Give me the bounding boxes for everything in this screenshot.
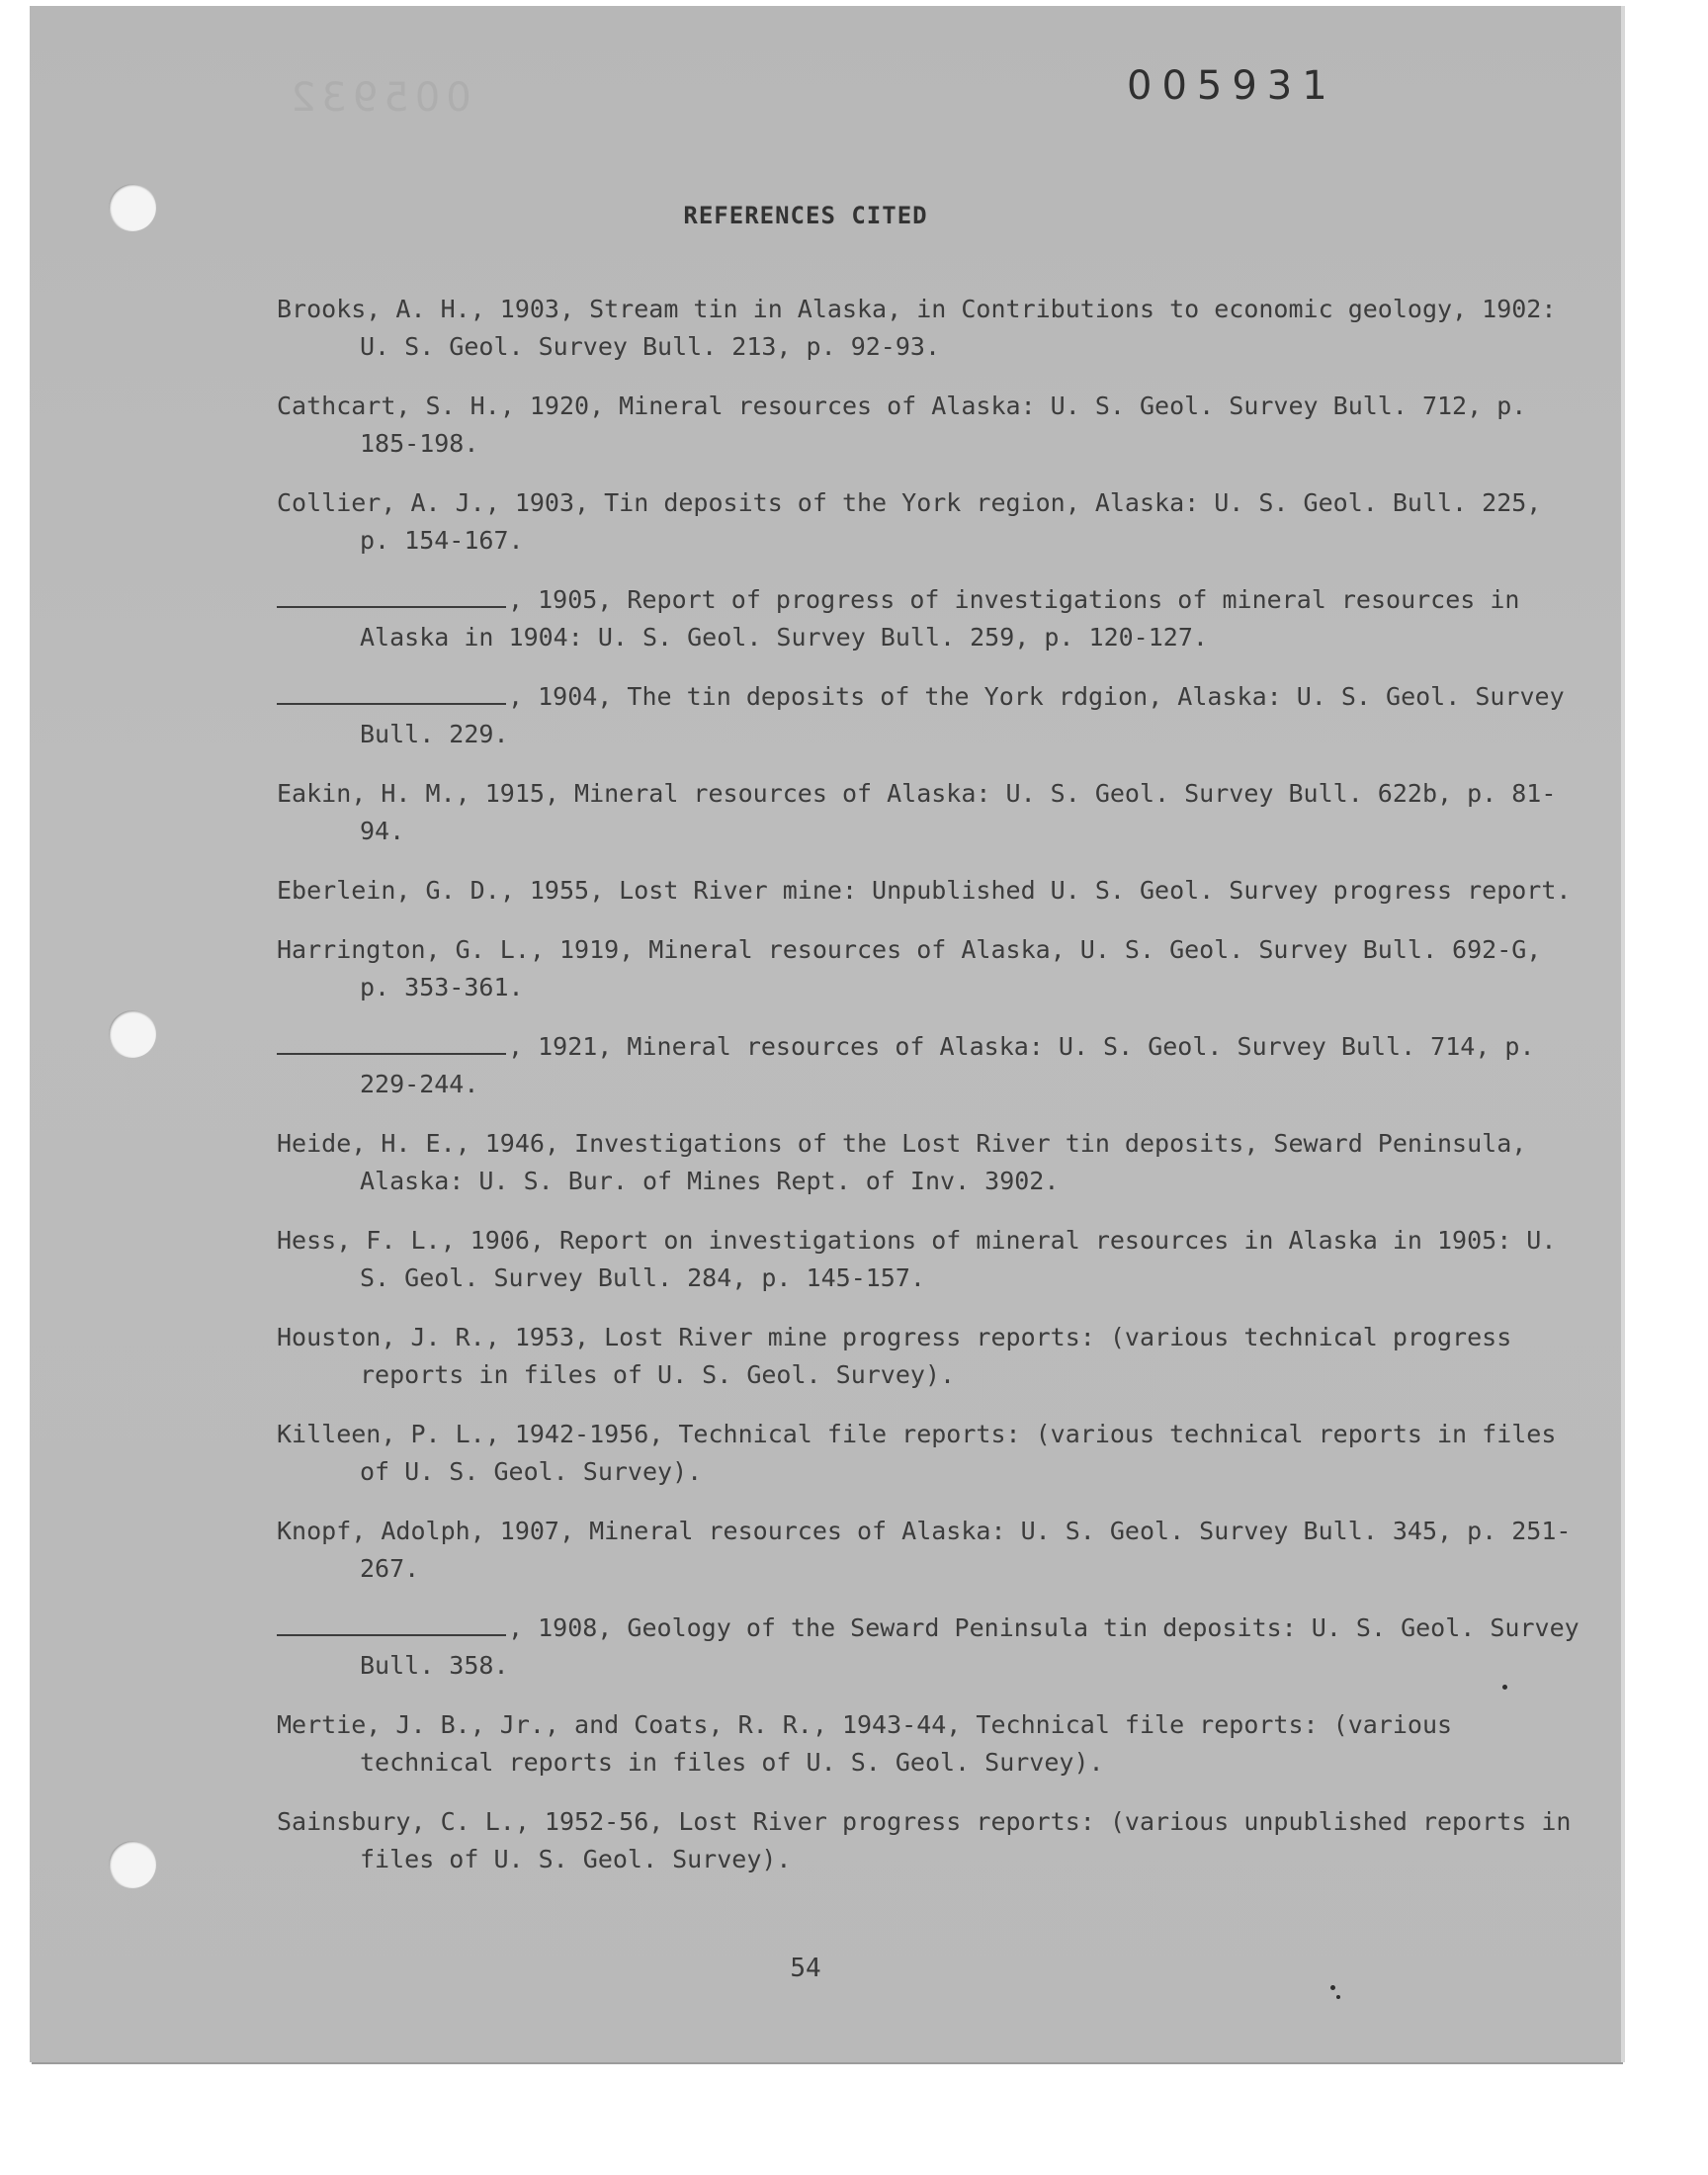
reference-list [277, 291, 1581, 1900]
ditto-line [277, 586, 506, 608]
reference-entry [277, 1125, 1581, 1200]
reference-entry [277, 775, 1581, 850]
reference-entry [277, 1706, 1581, 1782]
reference-text: , 1905, Report of progress of investigations of mineral resources in Alaska in 1904: U. S. Geol. Survey Bull. 259, p. 120-127. [360, 585, 1520, 652]
page-title: REFERENCES CITED [683, 202, 928, 229]
reference-text: Sainsbury, C. L., 1952-56, Lost River progress reports: (various unpublished reports in files of U. S. Geol. Survey). [277, 1807, 1572, 1873]
ditto-line [277, 683, 506, 705]
paper-speck [1502, 1685, 1507, 1690]
reference-entry [277, 931, 1581, 1006]
reference-entry [277, 1416, 1581, 1491]
reference-entry [277, 872, 1581, 910]
reference-text: Hess, F. L., 1906, Report on investigations of mineral resources in Alaska in 1905: U. S. Geol. Survey Bull. 284, p. 145-157. [277, 1226, 1557, 1292]
ditto-line [277, 1614, 506, 1636]
reference-text: Heide, H. E., 1946, Investigations of the Lost River tin deposits, Seward Peninsula, Alaska: U. S. Bur. of Mines Rept. of Inv. 3902. [277, 1129, 1527, 1195]
punch-hole-bottom [109, 1841, 156, 1888]
paper-speck [1330, 1985, 1335, 1990]
reference-entry [277, 291, 1581, 366]
reference-entry [277, 1610, 1581, 1685]
punch-hole-middle [109, 1010, 156, 1058]
reference-entry [277, 1028, 1581, 1103]
reference-text: Mertie, J. B., Jr., and Coats, R. R., 1943-44, Technical file reports: (various technical reports in files of U. S. Geol. Survey). [277, 1710, 1453, 1777]
reference-text: , 1908, Geology of the Seward Peninsula tin deposits: U. S. Geol. Survey Bull. 358. [360, 1613, 1580, 1680]
reference-text: Eberlein, G. D., 1955, Lost River mine: Unpublished U. S. Geol. Survey progress report. [277, 876, 1572, 905]
reference-text: Houston, J. R., 1953, Lost River mine progress reports: (various technical progress reports in files of U. S. Geol. Survey). [277, 1323, 1512, 1389]
paper-speck [1336, 1995, 1340, 1999]
reference-entry [277, 1319, 1581, 1394]
reference-text: Killeen, P. L., 1942-1956, Technical file reports: (various technical reports in files of U. S. Geol. Survey). [277, 1420, 1557, 1486]
reference-entry [277, 678, 1581, 753]
reference-text: Harrington, G. L., 1919, Mineral resources of Alaska, U. S. Geol. Survey Bull. 692-G, p. 353-361. [277, 935, 1542, 1001]
reference-text: Cathcart, S. H., 1920, Mineral resources of Alaska: U. S. Geol. Survey Bull. 712, p. 185-198. [277, 392, 1527, 458]
reference-text: , 1921, Mineral resources of Alaska: U. S. Geol. Survey Bull. 714, p. 229-244. [360, 1032, 1535, 1098]
reference-text: Eakin, H. M., 1915, Mineral resources of Alaska: U. S. Geol. Survey Bull. 622b, p. 81-94. [277, 779, 1557, 845]
reference-entry [277, 1222, 1581, 1297]
reference-entry [277, 1513, 1581, 1588]
reference-entry [277, 1803, 1581, 1878]
page-number: 54 [790, 1954, 821, 1983]
reference-text: Knopf, Adolph, 1907, Mineral resources of Alaska: U. S. Geol. Survey Bull. 345, p. 251-267. [277, 1517, 1572, 1583]
reference-entry [277, 388, 1581, 463]
reference-text: Collier, A. J., 1903, Tin deposits of the York region, Alaska: U. S. Geol. Bull. 225, p. 154-167. [277, 488, 1542, 555]
reference-entry [277, 581, 1581, 656]
reference-text: Brooks, A. H., 1903, Stream tin in Alaska, in Contributions to economic geology, 1902: U. S. Geol. Survey Bull. 213, p. 92-93. [277, 295, 1557, 361]
document-number: 005931 [1127, 63, 1337, 109]
reference-text: , 1904, The tin deposits of the York rdgion, Alaska: U. S. Geol. Survey Bull. 229. [360, 682, 1565, 748]
reference-entry [277, 484, 1581, 560]
paper-edge [1621, 6, 1625, 2062]
paper-sheet [30, 6, 1621, 2062]
ditto-line [277, 1033, 506, 1055]
bleed-through-number: 005932 [285, 75, 471, 121]
